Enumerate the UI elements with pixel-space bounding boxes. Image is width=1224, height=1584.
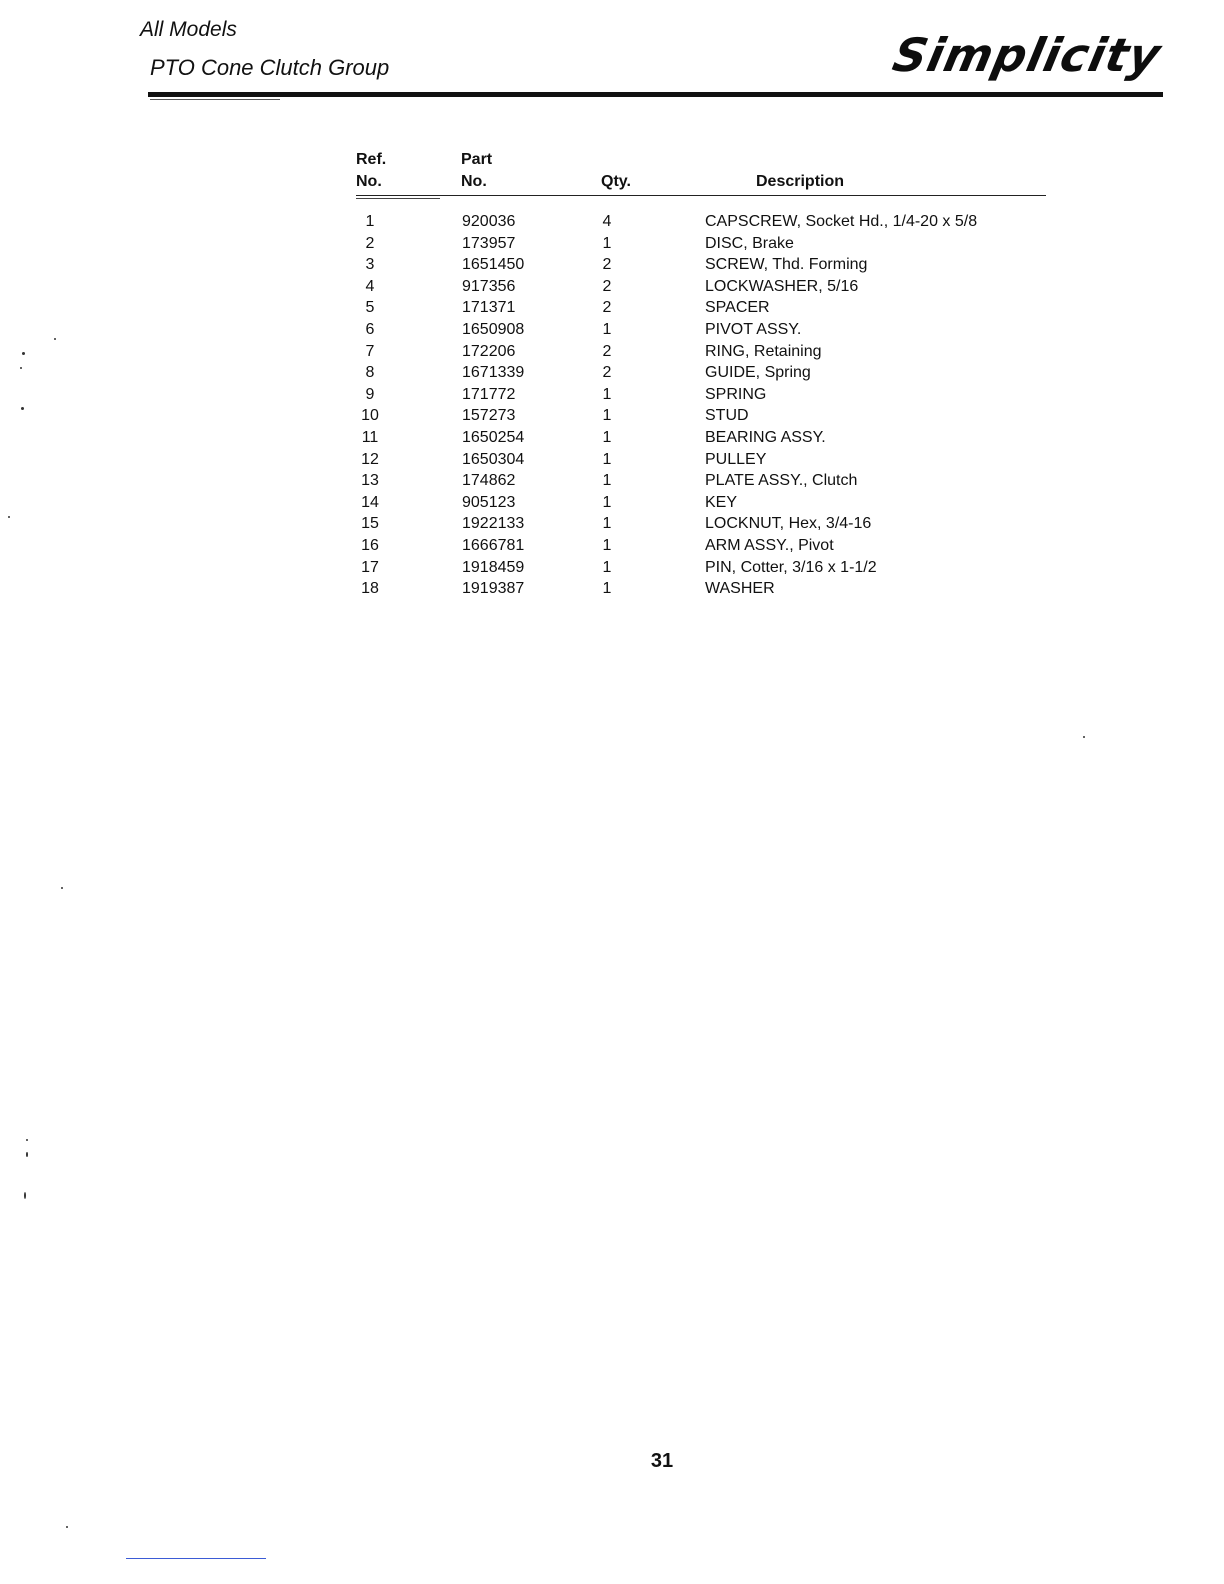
scan-speck <box>21 407 24 410</box>
scan-speck <box>61 887 63 889</box>
ref-cell: 13 <box>361 472 379 490</box>
part-number-cell: 1922133 <box>462 515 525 533</box>
ref-cell: 16 <box>361 536 379 554</box>
quantity-cell: 1 <box>602 472 612 490</box>
ref-cell: 7 <box>365 342 375 360</box>
table-row <box>0 513 1224 535</box>
ref-cell: 17 <box>361 558 379 576</box>
table-row <box>0 449 1224 471</box>
description-cell: SPRING <box>705 385 767 403</box>
scan-speck <box>26 1152 28 1157</box>
quantity-cell: 1 <box>602 428 612 446</box>
part-number-cell: 1650254 <box>462 428 525 446</box>
part-number-cell: 920036 <box>462 213 516 230</box>
scan-speck <box>20 367 22 369</box>
quantity-cell: 1 <box>602 493 612 511</box>
scan-speck <box>24 1192 26 1199</box>
scan-speck <box>26 1139 28 1141</box>
ref-cell: 12 <box>361 450 379 468</box>
ref-cell: 15 <box>361 515 379 533</box>
quantity-cell: 4 <box>602 213 612 230</box>
table-row <box>0 384 1224 406</box>
table-row <box>0 427 1224 449</box>
col-header-ref-bottom: No. <box>356 173 382 190</box>
table-row <box>0 276 1224 298</box>
description-cell: PIVOT ASSY. <box>705 320 802 338</box>
quantity-cell: 1 <box>602 558 612 576</box>
table-row <box>0 211 1224 233</box>
part-number-cell: 1650908 <box>462 320 525 338</box>
quantity-cell: 1 <box>602 234 612 252</box>
description-cell: LOCKNUT, Hex, 3/4-16 <box>705 515 872 533</box>
quantity-cell: 2 <box>602 364 612 382</box>
col-header-ref <box>356 149 386 193</box>
description-cell: SPACER <box>705 299 770 317</box>
quantity-cell: 1 <box>602 407 612 425</box>
description-cell: DISC, Brake <box>705 234 794 252</box>
brand-logo: Simplicity <box>887 28 1166 82</box>
header-rule <box>148 92 1163 97</box>
ref-cell: 5 <box>365 299 375 317</box>
table-row <box>0 535 1224 557</box>
scan-speck <box>1083 736 1085 738</box>
quantity-cell: 2 <box>602 299 612 317</box>
header-models: All Models <box>140 18 237 41</box>
description-cell: RING, Retaining <box>705 342 822 360</box>
description-cell: PIN, Cotter, 3/16 x 1-1/2 <box>705 558 877 576</box>
quantity-cell: 1 <box>602 515 612 533</box>
table-row <box>0 341 1224 363</box>
description-cell: STUD <box>705 407 749 425</box>
ref-cell: 11 <box>361 428 379 446</box>
table-row <box>0 297 1224 319</box>
table-row <box>0 319 1224 341</box>
table-row <box>0 492 1224 514</box>
ref-cell: 14 <box>361 493 379 511</box>
col-header-part-bottom: No. <box>461 173 487 190</box>
table-row <box>0 578 1224 600</box>
part-number-cell: 1918459 <box>462 558 525 576</box>
ref-cell: 18 <box>361 580 379 598</box>
quantity-cell: 1 <box>602 450 612 468</box>
ref-column-underline <box>356 198 440 199</box>
scan-speck <box>54 338 56 340</box>
quantity-cell: 2 <box>602 342 612 360</box>
part-number-cell: 172206 <box>462 342 516 360</box>
description-cell: PLATE ASSY., Clutch <box>705 472 858 490</box>
col-header-part-top: Part <box>461 151 493 168</box>
footer-link-line <box>126 1558 266 1559</box>
part-number-cell: 171772 <box>462 385 516 403</box>
table-row <box>0 254 1224 276</box>
quantity-cell: 1 <box>602 320 612 338</box>
scan-speck <box>22 352 25 355</box>
description-cell: PULLEY <box>705 450 767 468</box>
description-cell: LOCKWASHER, 5/16 <box>705 277 859 295</box>
part-number-cell: 174862 <box>462 472 516 490</box>
part-number-cell: 1651450 <box>462 256 525 274</box>
part-number-cell: 171371 <box>462 299 516 317</box>
table-row <box>0 362 1224 384</box>
quantity-cell: 2 <box>602 256 612 274</box>
ref-cell: 9 <box>365 385 375 403</box>
scan-speck <box>8 516 10 518</box>
table-body <box>0 211 1224 600</box>
table-row <box>0 405 1224 427</box>
description-cell: GUIDE, Spring <box>705 364 811 382</box>
table-row <box>0 557 1224 579</box>
description-cell: WASHER <box>705 580 775 598</box>
ref-cell: 10 <box>361 407 379 425</box>
ref-cell: 3 <box>365 256 375 274</box>
col-header-qty: Qty. <box>601 173 631 190</box>
page-number: 31 <box>650 1450 674 1472</box>
col-header-ref-top: Ref. <box>356 151 387 168</box>
scan-speck <box>66 1526 68 1528</box>
ref-cell: 1 <box>365 213 375 230</box>
description-cell: SCREW, Thd. Forming <box>705 256 868 274</box>
ref-cell: 4 <box>365 277 375 295</box>
ref-cell: 2 <box>365 234 375 252</box>
quantity-cell: 1 <box>602 385 612 403</box>
table-header-rule <box>356 195 1046 196</box>
part-number-cell: 1666781 <box>462 536 525 554</box>
part-number-cell: 173957 <box>462 234 516 252</box>
description-cell: KEY <box>705 493 738 511</box>
description-cell: CAPSCREW, Socket Hd., 1/4-20 x 5/8 <box>705 213 978 230</box>
col-header-description: Description <box>756 173 845 190</box>
ref-cell: 6 <box>365 320 375 338</box>
table-row <box>0 233 1224 255</box>
part-number-cell: 1650304 <box>462 450 525 468</box>
part-number-cell: 905123 <box>462 493 516 511</box>
ref-cell: 8 <box>365 364 375 382</box>
col-header-part <box>461 149 492 193</box>
header-section-title: PTO Cone Clutch Group <box>150 55 390 80</box>
header-rule-shadow <box>150 99 280 100</box>
quantity-cell: 1 <box>602 580 612 598</box>
part-number-cell: 1919387 <box>462 580 525 598</box>
description-cell: ARM ASSY., Pivot <box>705 536 834 554</box>
description-cell: BEARING ASSY. <box>705 428 826 446</box>
quantity-cell: 2 <box>602 277 612 295</box>
part-number-cell: 917356 <box>462 277 516 295</box>
part-number-cell: 157273 <box>462 407 516 425</box>
table-row <box>0 470 1224 492</box>
quantity-cell: 1 <box>602 536 612 554</box>
part-number-cell: 1671339 <box>462 364 525 382</box>
